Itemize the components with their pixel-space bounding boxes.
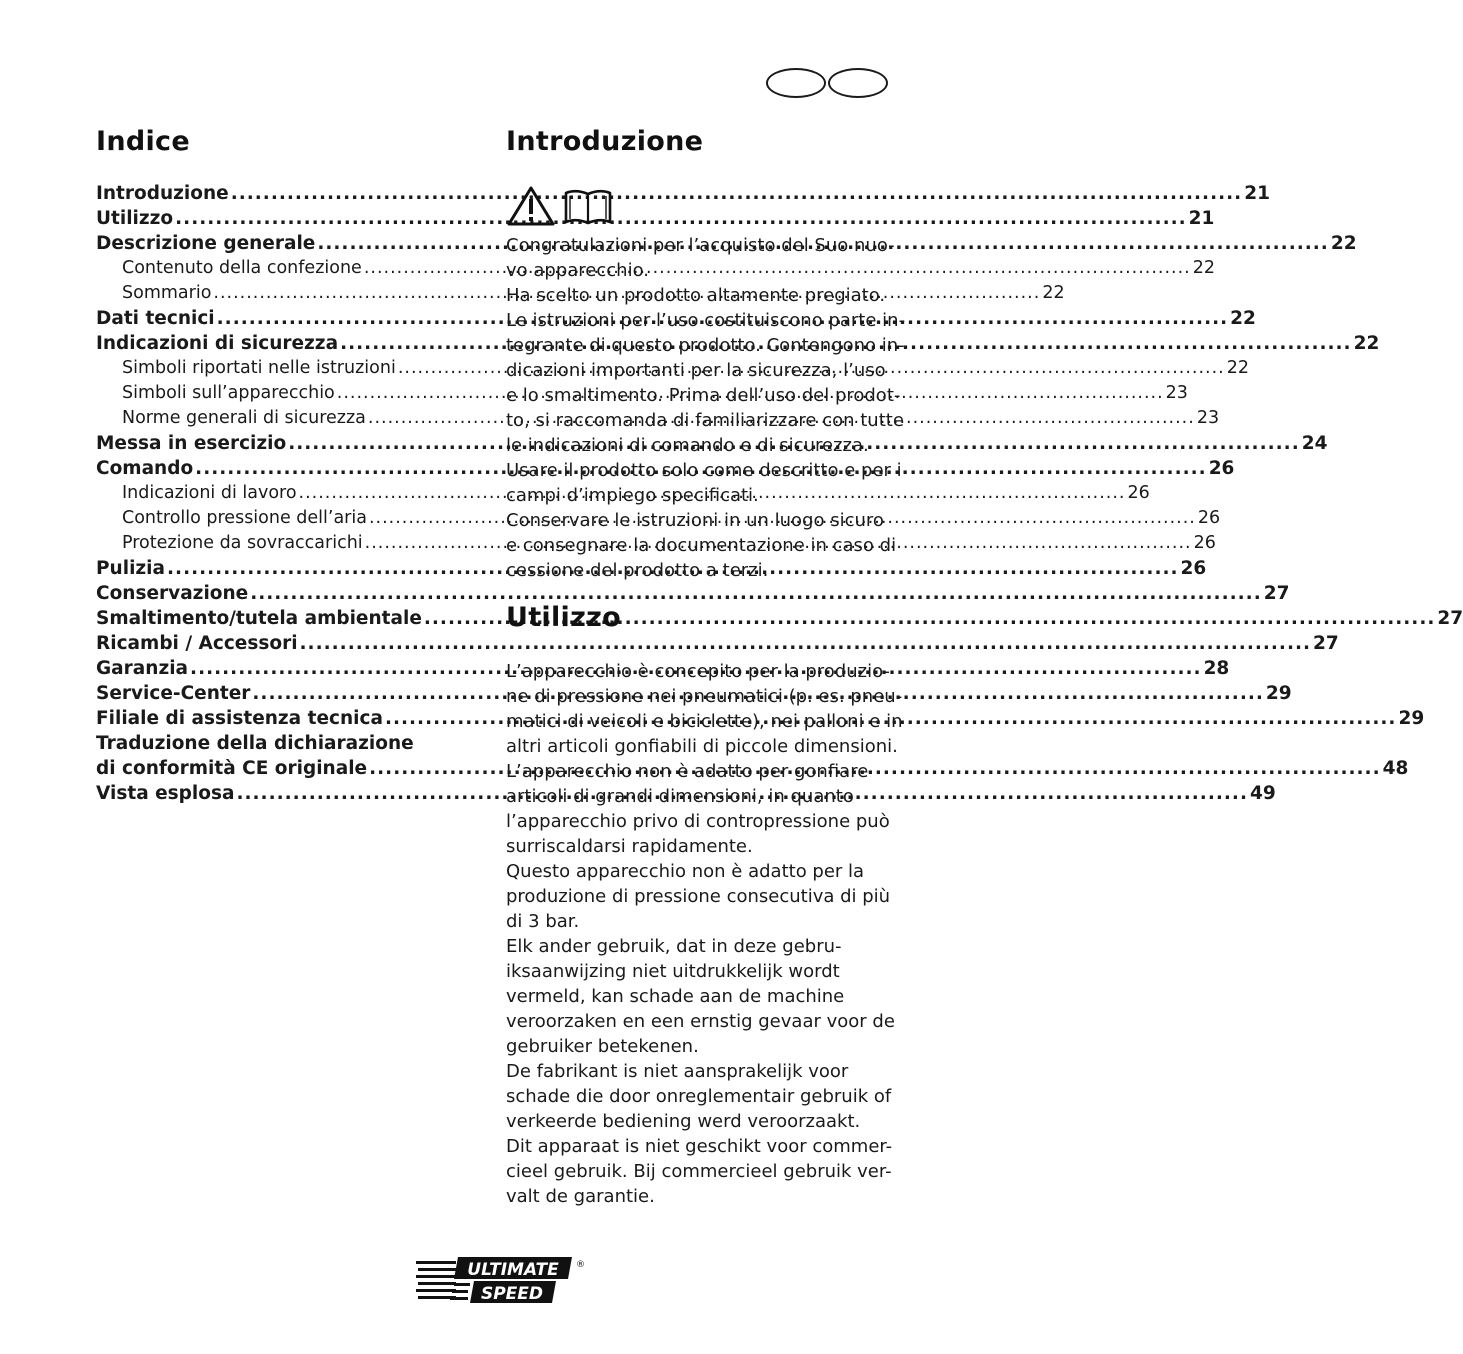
toc-entry-title: Filiale di assistenza tecnica — [96, 708, 383, 729]
use-text-line: Dit apparaat is niet geschikt voor commer- — [506, 1136, 893, 1157]
toc-entry — [96, 733, 479, 758]
intro-text-line: Usare il prodotto solo come descritto e per i — [506, 460, 902, 481]
use-text-line: De fabrikant is niet aansprakelijk voor — [506, 1061, 849, 1082]
logo-registered-mark: ® — [576, 1260, 585, 1270]
use-text-line: valt de garantie. — [506, 1186, 655, 1207]
use-text-line: Elk ander gebruik, dat in deze gebru- — [506, 936, 842, 957]
toc-entry-page: 24 — [1301, 433, 1328, 454]
intro-text-line: Le istruzioni per l’uso costituiscono parte in- — [506, 310, 906, 331]
intro-text-line: cessione del prodotto a terzi. — [506, 560, 769, 581]
use-text-line: verkeerde bediening werd veroorzaakt. — [506, 1111, 861, 1132]
intro-text-line: e consegnare la documentazione in caso di — [506, 535, 897, 556]
toc-entry-page: 22 — [1230, 308, 1256, 329]
toc-entry-title: Controllo pressione dell’aria — [122, 508, 367, 528]
intro-paragraph — [506, 233, 906, 583]
use-text-line: vermeld, kan schade aan de machine — [506, 986, 845, 1007]
toc-leader-dots — [231, 183, 1243, 204]
use-text-line: iksaanwijzing niet uitdrukkelijk wordt — [506, 961, 840, 982]
toc-entry-title: Contenuto della confezione — [122, 258, 362, 278]
toc-entry-title: Sommario — [122, 283, 212, 303]
toc-entry-page: 21 — [1244, 183, 1270, 204]
use-text-line: cieel gebruik. Bij commercieel gebruik ver- — [506, 1161, 892, 1182]
use-paragraph — [506, 659, 903, 1209]
toc-entry-page: 22 — [1353, 333, 1380, 354]
use-text-line: surriscaldarsi rapidamente. — [506, 836, 753, 857]
toc-entry-title: Simboli riportati nelle istruzioni — [122, 358, 396, 378]
toc-entry-page: 26 — [1193, 533, 1216, 553]
toc-entry-page: 23 — [1196, 408, 1220, 428]
use-heading: Utilizzo — [506, 602, 621, 633]
intro-text-line: Ha scelto un prodotto altamente pregiato. — [506, 285, 886, 306]
toc-entry-page: 49 — [1249, 783, 1276, 804]
toc-entry-page: 27 — [1437, 608, 1463, 629]
warning-triangle-icon — [506, 185, 556, 227]
toc-entry — [96, 183, 1270, 208]
language-badge — [766, 68, 890, 100]
use-text-line: veroorzaken en een ernstig gevaar voor de — [506, 1011, 895, 1032]
intro-text-line: dicazioni importanti per la sicurezza, l’uso — [506, 360, 886, 381]
toc-entry-title: di conformità CE originale — [96, 758, 368, 779]
toc-heading: Indice — [96, 126, 190, 157]
intro-text-line: to, si raccomanda di familiarizzare con tutte — [506, 410, 904, 431]
intro-text-line: Congratulazioni per l’acquisto del Suo nuo- — [506, 235, 895, 256]
use-text-line: L’apparecchio non è adatto per gonfiare — [506, 761, 869, 782]
toc-entry-page: 28 — [1203, 658, 1230, 679]
toc-entry-title: Dati tecnici — [96, 308, 215, 329]
toc-entry-page: 26 — [1127, 483, 1150, 503]
intro-text-line: vo apparecchio. — [506, 260, 649, 281]
toc-entry-page: 29 — [1398, 708, 1425, 729]
toc-entry-title: Descrizione generale — [96, 233, 316, 254]
language-badge-right-oval — [828, 68, 888, 98]
toc-entry-title: Introduzione — [96, 183, 229, 204]
toc-entry — [96, 208, 1215, 233]
toc-entry — [96, 583, 1290, 608]
intro-text-line: e lo smaltimento. Prima dell’uso del prodot- — [506, 385, 901, 406]
toc-leader-dots — [250, 583, 1262, 604]
ultimate-speed-logo — [414, 1255, 585, 1307]
toc-entry-title: Utilizzo — [96, 208, 174, 229]
use-text-line: ne di pressione nei pneumatici (p. es. pneu- — [506, 686, 903, 707]
toc-entry-page: 26 — [1208, 458, 1235, 479]
toc-entry-title: Protezione da sovraccarichi — [122, 533, 363, 553]
toc-entry-title: Traduzione della dichiarazione — [96, 733, 414, 754]
toc-entry-title: Indicazioni di sicurezza — [96, 333, 339, 354]
intro-text-line: le indicazioni di comando e di sicurezza. — [506, 435, 869, 456]
toc-entry — [96, 633, 1339, 658]
manual-book-icon — [562, 185, 614, 227]
intro-text-line: tegrante di questo prodotto. Contengono in- — [506, 335, 905, 356]
intro-text-line: Conservare le istruzioni in un luogo sicuro — [506, 510, 884, 531]
toc-leader-dots — [175, 208, 1187, 229]
safety-icons — [506, 185, 614, 227]
toc-entry-title: Messa in esercizio — [96, 433, 287, 454]
use-text-line: di 3 bar. — [506, 911, 580, 932]
intro-text-line: campi d’impiego specificati. — [506, 485, 759, 506]
use-text-line: l’apparecchio privo di contropressione può — [506, 811, 890, 832]
toc-entry-title: Service-Center — [96, 683, 251, 704]
toc-entry-page: 23 — [1165, 383, 1188, 403]
toc-entry-page: 22 — [1226, 358, 1249, 378]
toc-entry-title: Simboli sull’apparecchio — [122, 383, 335, 403]
toc-entry-page: 29 — [1265, 683, 1292, 704]
toc-entry-page: 27 — [1263, 583, 1290, 604]
toc-entry-page: 26 — [1197, 508, 1221, 528]
toc-entry-page: 21 — [1188, 208, 1215, 229]
use-text-line: gebruiker betekenen. — [506, 1036, 699, 1057]
toc-entry-page: 48 — [1382, 758, 1409, 779]
use-text-line: articoli di grandi dimensioni, in quanto — [506, 786, 854, 807]
use-text-line: schade die door onreglementair gebruik of — [506, 1086, 892, 1107]
toc-leader-dots — [300, 633, 1312, 654]
toc-entry-title: Ricambi / Accessori — [96, 633, 298, 654]
language-badge-left-oval — [766, 68, 826, 98]
toc-entry-title: Conservazione — [96, 583, 249, 604]
logo-line1: ULTIMATE — [467, 1260, 559, 1280]
toc-entry-page: 22 — [1192, 258, 1215, 278]
toc-entry-title: Vista esplosa — [96, 783, 235, 804]
use-text-line: matici di veicoli e biciclette), nei palloni e in — [506, 711, 903, 732]
toc-entry-page: 27 — [1313, 633, 1339, 654]
toc-entry-title: Garanzia — [96, 658, 189, 679]
toc-entry-title: Smaltimento/tutela ambientale — [96, 608, 422, 629]
toc-entry-page: 26 — [1180, 558, 1207, 579]
use-text-line: Questo apparecchio non è adatto per la — [506, 861, 865, 882]
toc-entry-page: 22 — [1330, 233, 1357, 254]
use-text-line: L’apparecchio è concepito per la produzio- — [506, 661, 890, 682]
intro-heading: Introduzione — [506, 126, 704, 157]
toc-entry-page: 22 — [1042, 283, 1065, 303]
toc-entry-title: Pulizia — [96, 558, 166, 579]
toc-entry-title: Indicazioni di lavoro — [122, 483, 297, 503]
logo-line2: SPEED — [480, 1284, 544, 1304]
toc-entry-title: Comando — [96, 458, 194, 479]
use-text-line: produzione di pressione consecutiva di più — [506, 886, 891, 907]
use-text-line: altri articoli gonfiabili di piccole dimensioni. — [506, 736, 898, 757]
toc-entry-title: Norme generali di sicurezza — [122, 408, 366, 428]
